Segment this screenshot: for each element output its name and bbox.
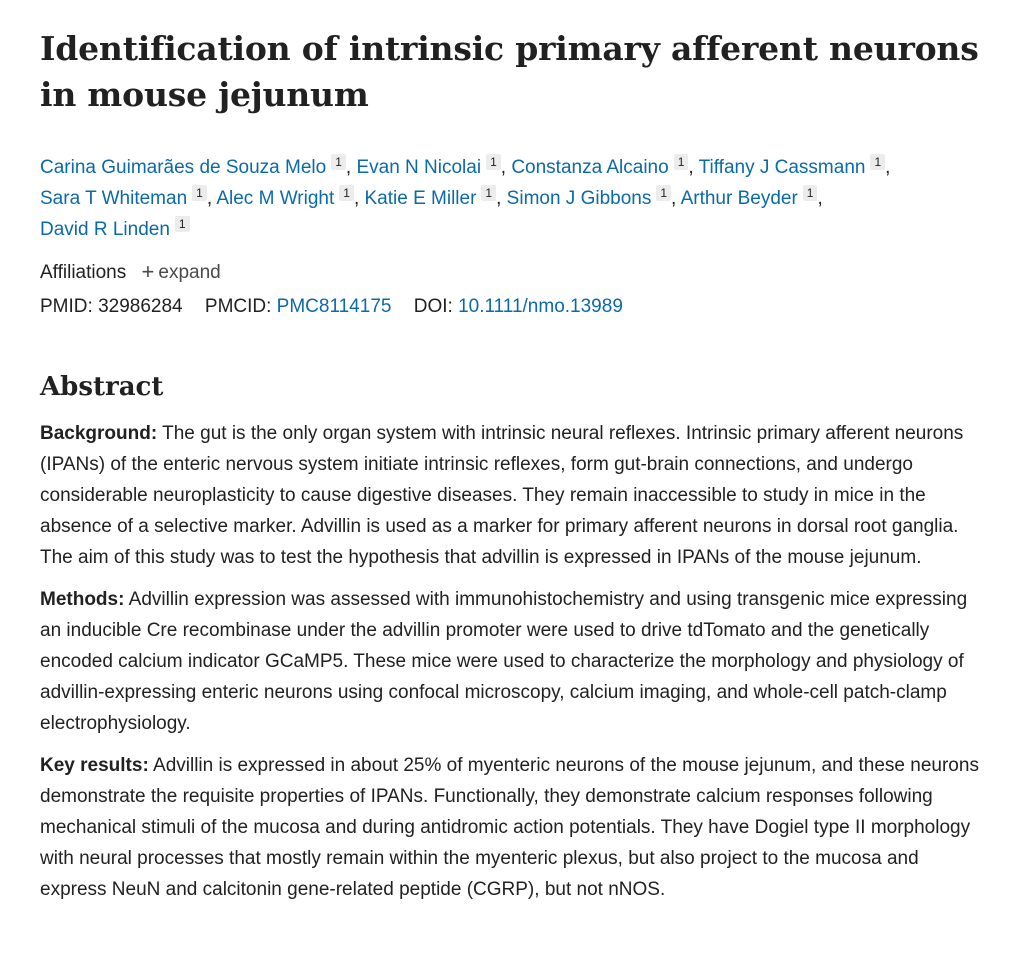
author-separator: , (817, 188, 823, 209)
author-link[interactable]: Tiffany J Cassmann (698, 157, 866, 178)
abstract-key-results (40, 750, 984, 905)
author-link[interactable]: Arthur Beyder (680, 188, 798, 209)
doi-group (414, 296, 623, 317)
pmcid-link[interactable]: PMC8114175 (276, 296, 392, 317)
author-list (40, 152, 984, 245)
author-separator: , (206, 188, 217, 209)
abstract-methods (40, 584, 984, 739)
affiliations-label: Affiliations (40, 262, 127, 283)
author-separator: , (688, 157, 699, 178)
pmcid-group (205, 296, 392, 317)
abstract-body (40, 418, 984, 905)
author-link[interactable]: Evan N Nicolai (356, 157, 482, 178)
affiliations-row (40, 258, 984, 287)
identifiers-row (40, 293, 984, 321)
section-label: Key results: (40, 755, 149, 776)
article-title (40, 26, 984, 118)
author-separator: , (500, 157, 512, 178)
author-separator: , (345, 157, 357, 178)
title-line-2: in mouse jejunum (40, 75, 369, 114)
section-text: Advillin expression was assessed with immunohistochemistry and using transgenic mice expressing an inducible Cre recombinase under the advillin promoter were used to drive tdTomato and the genetically encoded calcium indicator GCaMP5. These mice were used to characterize the morphology and physiology of advillin-expressing enteric neurons using confocal microscopy, calcium imaging, and whole-cell patch-clamp electrophysiology. (40, 589, 968, 734)
affiliation-badge[interactable]: 1 (870, 154, 885, 170)
affiliations-expand-button[interactable] (141, 259, 221, 284)
affiliation-badge[interactable]: 1 (481, 185, 496, 201)
author-link[interactable]: Carina Guimarães de Souza Melo (40, 157, 327, 178)
section-text: The gut is the only organ system with intrinsic neural reflexes. Intrinsic primary afferent neurons (IPANs) of the enteric nervous system initiate intrinsic reflexes, form gut-brain connections, and undergo considerable neuroplasticity to cause digestive diseases. They remain inaccessible to study in mice in the absence of a selective marker. Advillin is used as a marker for primary afferent neurons in dorsal root ganglia. The aim of this study was to test the hypothesis that advillin is expressed in IPANs of the mouse jejunum. (40, 423, 964, 568)
abstract-heading: Abstract (40, 372, 164, 402)
abstract-background (40, 418, 984, 573)
affiliation-badge[interactable]: 1 (656, 185, 671, 201)
affiliation-badge[interactable]: 1 (803, 185, 818, 201)
author-link[interactable]: Katie E Miller (364, 188, 477, 209)
author-link[interactable]: David R Linden (40, 219, 170, 240)
pmid-label: PMID: (40, 296, 93, 317)
author-link[interactable]: Alec M Wright (216, 188, 335, 209)
doi-link[interactable]: 10.1111/nmo.13989 (458, 296, 623, 317)
pmid-value: 32986284 (98, 296, 183, 317)
affiliation-badge[interactable]: 1 (331, 154, 346, 170)
affiliation-badge[interactable]: 1 (192, 185, 207, 201)
author-link[interactable]: Constanza Alcaino (511, 157, 669, 178)
doi-label: DOI: (413, 296, 453, 317)
author-separator: , (671, 188, 681, 209)
author-separator: , (496, 188, 507, 209)
plus-icon: + (141, 259, 155, 284)
affiliation-badge[interactable]: 1 (674, 154, 689, 170)
author-link[interactable]: Simon J Gibbons (506, 188, 652, 209)
author-separator: , (353, 188, 365, 209)
affiliation-badge[interactable]: 1 (339, 185, 354, 201)
author-link[interactable]: Sara T Whiteman (40, 188, 188, 209)
expand-label: expand (158, 262, 221, 283)
title-line-1: Identification of intrinsic primary afferent neurons (40, 29, 979, 68)
pmcid-label: PMCID: (204, 296, 272, 317)
section-text: Advillin is expressed in about 25% of myenteric neurons of the mouse jejunum, and these neurons demonstrate the requisite properties of IPANs. Functionally, they demonstrate calcium responses following mechanical stimuli of the mucosa and during antidromic action potentials. They have Dogiel type II morphology with neural processes that mostly remain within the myenteric plexus, but also project to the mucosa and express NeuN and calcitonin gene-related peptide (CGRP), but not nNOS. (40, 755, 979, 900)
section-label: Background: (40, 423, 158, 444)
section-label: Methods: (40, 589, 125, 610)
pmid-group (40, 296, 183, 317)
affiliation-badge[interactable]: 1 (486, 154, 501, 170)
affiliation-badge[interactable]: 1 (175, 216, 190, 232)
author-separator: , (885, 157, 891, 178)
